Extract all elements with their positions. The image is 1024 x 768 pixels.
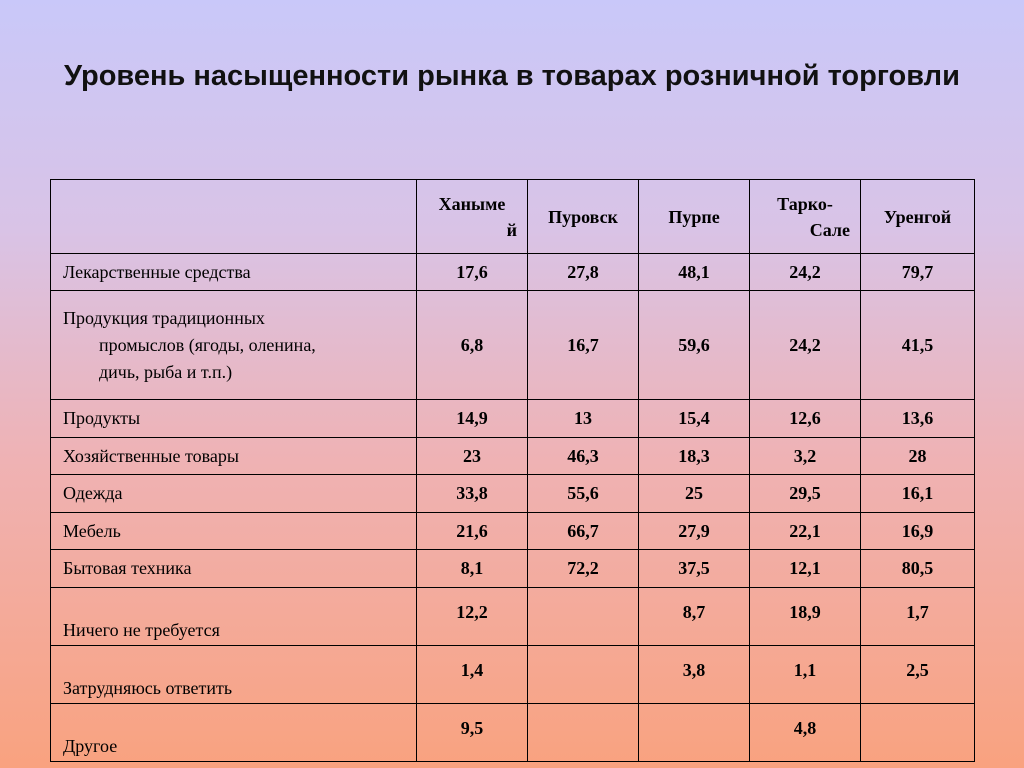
cell-value: 23	[417, 438, 528, 475]
cell-value: 16,7	[528, 291, 639, 400]
cell-value: 55,6	[528, 475, 639, 513]
row-label: Другое	[51, 704, 417, 762]
cell-value: 18,3	[639, 438, 750, 475]
cell-value: 22,1	[750, 513, 861, 550]
cell-value	[639, 704, 750, 762]
header-khanymey	[417, 180, 528, 254]
row-label: Одежда	[51, 475, 417, 513]
cell-value: 1,4	[417, 646, 528, 704]
row-label: Мебель	[51, 513, 417, 550]
cell-value: 27,9	[639, 513, 750, 550]
table-row	[51, 291, 975, 400]
header-khanymey-line1: Ханыме	[438, 193, 506, 214]
cell-value: 27,8	[528, 254, 639, 291]
cell-value	[528, 588, 639, 646]
cell-value: 8,1	[417, 550, 528, 588]
header-tarko-line1: Тарко-	[777, 193, 833, 214]
cell-value: 15,4	[639, 400, 750, 438]
row-label-line2: промыслов (ягоды, оленина,	[99, 334, 316, 355]
cell-value: 14,9	[417, 400, 528, 438]
cell-value: 18,9	[750, 588, 861, 646]
cell-value: 2,5	[861, 646, 975, 704]
row-label-line3: дичь, рыба и т.п.)	[99, 361, 233, 382]
header-tarko-sale	[750, 180, 861, 254]
cell-value: 59,6	[639, 291, 750, 400]
cell-value: 37,5	[639, 550, 750, 588]
header-purpe: Пурпе	[639, 180, 750, 254]
table-row	[51, 400, 975, 438]
cell-value: 24,2	[750, 254, 861, 291]
table-row	[51, 513, 975, 550]
row-label: Продукты	[51, 400, 417, 438]
cell-value: 66,7	[528, 513, 639, 550]
table-row	[51, 550, 975, 588]
cell-value: 28	[861, 438, 975, 475]
table-row	[51, 646, 975, 704]
header-urengoy: Уренгой	[861, 180, 975, 254]
cell-value: 72,2	[528, 550, 639, 588]
row-label: Лекарственные средства	[51, 254, 417, 291]
header-empty-cell	[51, 180, 417, 254]
cell-value: 12,1	[750, 550, 861, 588]
header-khanymey-line2: й	[506, 219, 517, 240]
cell-value: 16,9	[861, 513, 975, 550]
cell-value: 17,6	[417, 254, 528, 291]
cell-value: 9,5	[417, 704, 528, 762]
cell-value: 1,1	[750, 646, 861, 704]
cell-value: 16,1	[861, 475, 975, 513]
cell-value: 12,6	[750, 400, 861, 438]
header-tarko-line2: Сале	[809, 219, 850, 240]
cell-value: 29,5	[750, 475, 861, 513]
row-label-line1: Продукция традиционных	[63, 307, 265, 328]
cell-value: 4,8	[750, 704, 861, 762]
cell-value: 48,1	[639, 254, 750, 291]
cell-value: 12,2	[417, 588, 528, 646]
row-label: Затрудняюсь ответить	[51, 646, 417, 704]
row-label-text	[63, 305, 406, 386]
cell-value: 25	[639, 475, 750, 513]
table-row	[51, 438, 975, 475]
header-purovsk: Пуровск	[528, 180, 639, 254]
table-row	[51, 254, 975, 291]
cell-value: 1,7	[861, 588, 975, 646]
row-label	[51, 291, 417, 400]
cell-value: 13	[528, 400, 639, 438]
cell-value: 79,7	[861, 254, 975, 291]
cell-value: 13,6	[861, 400, 975, 438]
cell-value	[528, 704, 639, 762]
header-row	[51, 180, 975, 254]
table-row	[51, 704, 975, 762]
page-title: Уровень насыщенности рынка в товарах розничной торговли	[64, 60, 960, 92]
cell-value: 21,6	[417, 513, 528, 550]
market-saturation-table	[50, 179, 975, 762]
cell-value: 6,8	[417, 291, 528, 400]
cell-value	[861, 704, 975, 762]
cell-value: 8,7	[639, 588, 750, 646]
cell-value	[528, 646, 639, 704]
table-row	[51, 475, 975, 513]
table-row	[51, 588, 975, 646]
row-label: Хозяйственные товары	[51, 438, 417, 475]
cell-value: 80,5	[861, 550, 975, 588]
row-label: Бытовая техника	[51, 550, 417, 588]
cell-value: 41,5	[861, 291, 975, 400]
cell-value: 3,2	[750, 438, 861, 475]
cell-value: 46,3	[528, 438, 639, 475]
cell-value: 33,8	[417, 475, 528, 513]
row-label: Ничего не требуется	[51, 588, 417, 646]
cell-value: 3,8	[639, 646, 750, 704]
cell-value: 24,2	[750, 291, 861, 400]
